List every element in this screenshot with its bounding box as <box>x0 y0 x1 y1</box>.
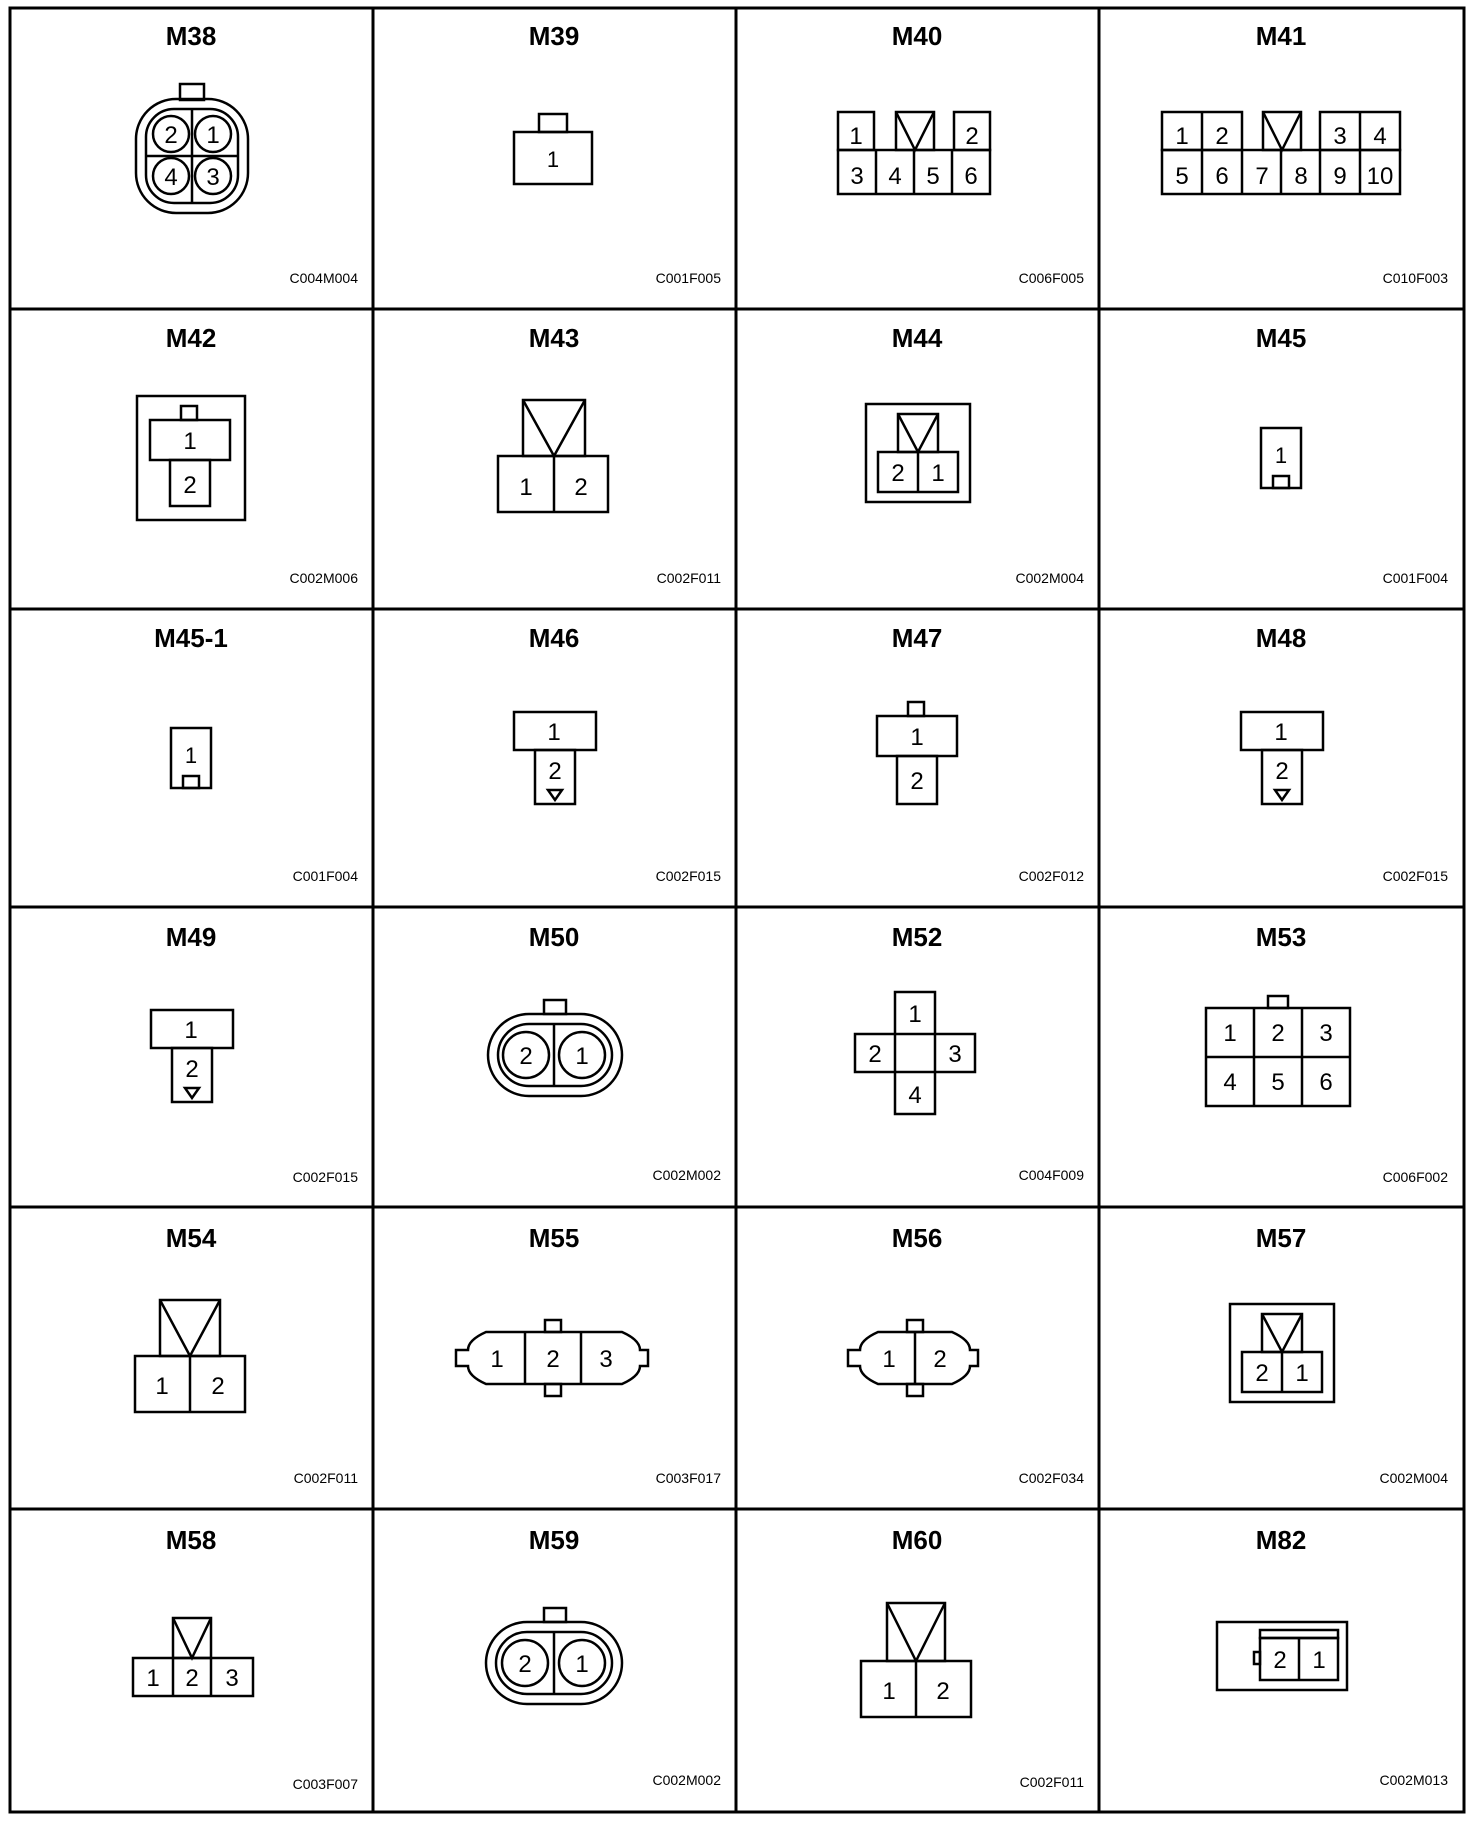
connector-id: M44 <box>891 323 943 353</box>
pin-label: 1 <box>882 1346 896 1373</box>
pin-label: 3 <box>1319 1020 1333 1047</box>
connector-id: M50 <box>528 922 580 952</box>
pin-label: 3 <box>1333 123 1347 150</box>
connector-id: M53 <box>1255 922 1307 952</box>
pin-label: 6 <box>964 163 978 190</box>
pin-label: 2 <box>1255 1360 1269 1387</box>
connector-cell-m49 <box>151 922 358 1185</box>
connector-id: M48 <box>1255 623 1307 653</box>
connector-code: C003F017 <box>655 1470 721 1486</box>
connector-id: M40 <box>891 21 943 51</box>
connector-cell-m58 <box>133 1525 358 1792</box>
connector-id: M49 <box>165 922 217 952</box>
connector-id: M47 <box>891 623 943 653</box>
pin-label: 2 <box>1273 1647 1287 1674</box>
pin-label: 2 <box>1271 1020 1285 1047</box>
pin-label: 4 <box>1223 1069 1237 1096</box>
pin-label: 2 <box>1215 123 1229 150</box>
pin-label: 1 <box>155 1373 169 1400</box>
connector-code: C002F015 <box>292 1169 358 1185</box>
pin-label: 1 <box>1295 1360 1309 1387</box>
connector-cell-m40 <box>838 21 1084 286</box>
pin-label: 1 <box>146 1665 160 1692</box>
pin-label: 1 <box>547 719 561 746</box>
pin-label: 1 <box>206 122 220 149</box>
pin-label: 1 <box>184 1017 198 1044</box>
connector-id: M42 <box>165 323 217 353</box>
pin-label: 1 <box>1274 443 1288 468</box>
connector-id: M82 <box>1255 1525 1307 1555</box>
connector-id: M59 <box>528 1525 580 1555</box>
m50-connector-shape <box>488 1000 622 1096</box>
pin-label: 2 <box>574 474 588 501</box>
pin-label: 10 <box>1366 163 1394 190</box>
pin-label: 2 <box>519 1043 533 1070</box>
pin-label: 8 <box>1294 163 1308 190</box>
pin-label: 2 <box>1275 758 1289 785</box>
pin-label: 2 <box>518 1651 532 1678</box>
pin-label: 3 <box>599 1346 613 1373</box>
connector-code: C002M013 <box>1379 1772 1448 1788</box>
pin-label: 4 <box>888 163 902 190</box>
connector-id: M58 <box>165 1525 217 1555</box>
connector-id: M45 <box>1255 323 1307 353</box>
connector-code: C002F011 <box>1019 1774 1084 1790</box>
connector-id: M52 <box>891 922 943 952</box>
connector-id: M54 <box>165 1223 217 1253</box>
connector-cell-m41 <box>1162 21 1448 286</box>
pin-label: 2 <box>185 1665 199 1692</box>
pin-label: 3 <box>948 1041 962 1068</box>
connector-code: C004M004 <box>289 270 358 286</box>
connector-cell-m45-1 <box>154 623 358 884</box>
pin-label: 1 <box>910 724 924 751</box>
pin-label: 1 <box>849 123 863 150</box>
connector-cell-m53 <box>1206 922 1448 1185</box>
pin-label: 1 <box>908 1001 922 1028</box>
pin-label: 2 <box>891 460 905 487</box>
pin-label: 2 <box>183 472 197 499</box>
connector-id: M55 <box>528 1223 580 1253</box>
pin-label: 2 <box>211 1373 225 1400</box>
connector-cell-m44 <box>866 323 1084 586</box>
pin-label: 1 <box>490 1346 504 1373</box>
m56-connector-shape <box>848 1320 978 1396</box>
connector-code: C003F007 <box>292 1776 358 1792</box>
connector-code: C002F011 <box>656 570 721 586</box>
pin-label: 2 <box>185 1056 199 1083</box>
connector-code: C001F004 <box>1382 570 1448 586</box>
m43-connector-shape <box>498 400 608 512</box>
connector-code: C001F004 <box>292 868 358 884</box>
connector-id: M45-1 <box>154 623 228 653</box>
pin-label: 5 <box>926 163 940 190</box>
pin-label: 1 <box>1274 719 1288 746</box>
m38-connector-shape <box>136 84 248 213</box>
pin-label: 1 <box>1312 1647 1326 1674</box>
connector-cell-m48 <box>1241 623 1448 884</box>
m57-connector-shape <box>1230 1304 1334 1402</box>
connector-cell-m59 <box>486 1525 721 1788</box>
connector-code: C002F034 <box>1018 1470 1084 1486</box>
m42-connector-shape <box>137 396 245 520</box>
connector-code: C002F015 <box>1382 868 1448 884</box>
connector-code: C002M004 <box>1379 1470 1448 1486</box>
connector-cell-m45 <box>1256 323 1448 586</box>
pin-label: 1 <box>519 474 533 501</box>
pin-label: 1 <box>1223 1020 1237 1047</box>
connector-code: C004F009 <box>1018 1167 1084 1183</box>
pin-label: 3 <box>206 164 220 191</box>
connector-id: M57 <box>1255 1223 1307 1253</box>
connector-cell-m47 <box>877 623 1084 884</box>
connector-cell-m82 <box>1217 1525 1448 1788</box>
pin-label: 1 <box>575 1043 589 1070</box>
pin-label: 2 <box>548 758 562 785</box>
pin-label: 4 <box>1373 123 1387 150</box>
m44-connector-shape <box>866 404 970 502</box>
pin-label: 1 <box>1175 123 1189 150</box>
connector-cell-m38 <box>136 21 358 286</box>
pin-label: 6 <box>1319 1069 1333 1096</box>
connector-id: M56 <box>891 1223 943 1253</box>
pin-label: 1 <box>931 460 945 487</box>
connector-code: C006F002 <box>1382 1169 1448 1185</box>
pin-label: 2 <box>910 768 924 795</box>
connector-cell-m55 <box>456 1223 721 1486</box>
pin-label: 2 <box>164 122 178 149</box>
connector-cell-m43 <box>498 323 721 586</box>
pin-label: 2 <box>546 1346 560 1373</box>
connector-code: C002M002 <box>652 1772 721 1788</box>
connector-cell-m46 <box>514 623 721 884</box>
pin-label: 4 <box>164 164 178 191</box>
connector-id: M43 <box>528 323 580 353</box>
connector-cell-m42 <box>137 323 358 586</box>
connector-code: C010F003 <box>1382 270 1448 286</box>
pin-label: 1 <box>882 1678 896 1705</box>
connector-code: C002F012 <box>1018 868 1084 884</box>
connector-code: C001F005 <box>655 270 721 286</box>
connector-id: M60 <box>891 1525 943 1555</box>
m59-connector-shape <box>486 1608 622 1704</box>
connector-cell-m60 <box>861 1525 1084 1790</box>
pin-label: 4 <box>908 1082 922 1109</box>
pin-label: 1 <box>184 743 198 768</box>
connector-id: M39 <box>528 21 580 51</box>
connector-cell-m54 <box>135 1223 358 1486</box>
pin-label: 3 <box>225 1665 239 1692</box>
connector-code: C002M004 <box>1015 570 1084 586</box>
connector-code: C002M002 <box>652 1167 721 1183</box>
pin-label: 2 <box>933 1346 947 1373</box>
connector-id: M46 <box>528 623 580 653</box>
pin-label: 1 <box>575 1651 589 1678</box>
pin-label: 2 <box>965 123 979 150</box>
connector-id: M41 <box>1255 21 1307 51</box>
pin-label: 3 <box>850 163 864 190</box>
connector-code: C002F011 <box>293 1470 358 1486</box>
connector-cell-m52 <box>855 922 1084 1183</box>
m54-connector-shape <box>135 1300 245 1412</box>
pin-label: 9 <box>1333 163 1347 190</box>
connector-cell-m57 <box>1230 1223 1448 1486</box>
connector-cell-m56 <box>848 1223 1084 1486</box>
connector-id: M38 <box>165 21 217 51</box>
connector-code: C002M006 <box>289 570 358 586</box>
pin-label: 7 <box>1255 163 1269 190</box>
pin-label: 6 <box>1215 163 1229 190</box>
connector-cell-m50 <box>488 922 721 1183</box>
connector-code: C002F015 <box>655 868 721 884</box>
m60-connector-shape <box>861 1603 971 1717</box>
pin-label: 1 <box>546 147 560 172</box>
connector-code: C006F005 <box>1018 270 1084 286</box>
pin-label: 1 <box>183 428 197 455</box>
pin-label: 5 <box>1271 1069 1285 1096</box>
pin-label: 5 <box>1175 163 1189 190</box>
pin-label: 2 <box>936 1678 950 1705</box>
connector-cell-m39 <box>514 21 721 286</box>
grid-lines <box>10 8 1464 1812</box>
pin-label: 2 <box>868 1041 882 1068</box>
m41-connector-shape <box>1162 112 1400 194</box>
